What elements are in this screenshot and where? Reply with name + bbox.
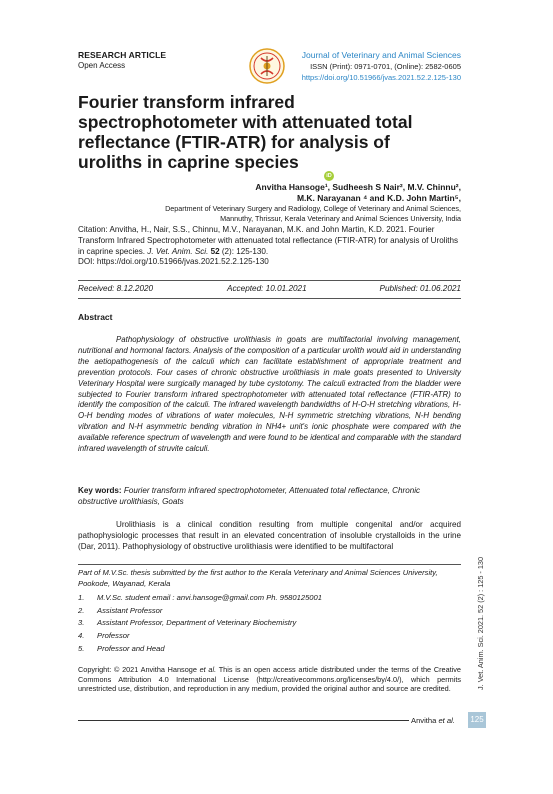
page-number: 125	[468, 712, 486, 728]
affiliation-line-1: Department of Veterinary Surgery and Radiology, College of Veterinary and Animal Sciences,	[165, 204, 461, 213]
keywords	[78, 485, 461, 507]
header-right	[302, 50, 461, 82]
journal-name[interactable]: Journal of Veterinary and Animal Sciences	[301, 50, 461, 60]
received-date: Received: 8.12.2020	[78, 284, 154, 293]
footnote-item: 3. Assistant Professor, Department of Veterinary Biochemistry	[78, 618, 297, 628]
footer-rule	[78, 720, 409, 721]
header-left	[78, 50, 166, 70]
abstract-heading: Abstract	[78, 312, 113, 322]
citation-doi[interactable]: DOI: https://doi.org/10.51966/jvas.2021.52.2.125-130	[78, 257, 269, 267]
footnote-intro: Part of M.V.Sc. thesis submitted by the first author to the Kerala Veterinary and Animal Sciences University, Pookode, Wayanad, Kerala	[78, 568, 438, 588]
keywords-label: Key words:	[78, 486, 122, 495]
author-line-2: M.K. Narayanan ⁴ and K.D. John Martin⁵,	[296, 193, 461, 203]
journal-logo-icon	[247, 46, 287, 86]
access-label: Open Access	[78, 61, 126, 70]
orcid-icon[interactable]: iD	[324, 171, 334, 181]
footnote-list	[78, 592, 461, 655]
footnote-item: 1. M.V.Sc. student email : anvi.hansoge@gmail.com Ph. 9580125001	[78, 593, 322, 602]
footnote-divider	[78, 564, 461, 565]
affiliation	[71, 204, 461, 223]
published-date: Published: 01.06.2021	[379, 284, 461, 293]
side-journal-citation: J. Vet. Anim. Sci. 2021. 52 (2) : 125 - 130	[476, 556, 485, 690]
footer-author: Anvitha et al.	[411, 716, 455, 725]
keywords-text: Fourier transform infrared spectrophotometer, Attenuated total reflectance, Chronic obstructive urolithiasis, Goats	[78, 486, 421, 506]
author-list	[71, 182, 461, 204]
citation-volume: 52	[210, 246, 220, 256]
doi-link[interactable]: https://doi.org/10.51966/jvas.2021.52.2.125-130	[301, 73, 461, 82]
author-line-1: Anvitha Hansoge¹, Sudheesh S Nair², M.V. Chinnu²,	[255, 182, 461, 192]
article-type: RESEARCH ARTICLE	[78, 50, 167, 60]
citation-journal: J. Vet. Anim. Sci.	[147, 246, 209, 256]
divider	[78, 298, 461, 299]
abstract-text: Pathophysiology of obstructive urolithiasis in goats are multifactorial involving management, nutritional and hormonal factors. Analysis of the composition of a particular urolith would aid in understanding the aetiopathogenesis of the calculi which can facilitate establishment of appropriate treatment and prevention protocols. Four cases of chronic obstructive urolithiasis in male goats presented to University Veterinary Hospital were surgically managed by tube cystotomy. The calculi extracted from the bladder were subjected to Fourier transform infrared spectrophotometer with attenuated total reflectance (FTIR-ATR) to identify the composition of the calculi. The infrared wavelength bandwidths of H-O-H stretching vibrations, H-O-H bending modes of vibrations of water molecules, N-H symmetric stretching vibrations, N-H bending vibration and N-H asymmetric bending vibration in NH4+ unit's ionic phosphate were compared with the available reference spectrum of wavelength and were found to be identical and comparable with the standard infrared wavelength of struvite calculi.	[78, 335, 461, 454]
affiliation-line-2: Mannuthy, Thrissur, Kerala Veterinary and Animal Sciences University, India	[220, 213, 461, 223]
divider	[78, 280, 461, 281]
citation-issue: (2): 125-130.	[219, 246, 269, 256]
citation-text: Citation: Anvitha, H., Nair, S.S., Chinnu, M.V., Narayanan, M.K. and John Martin, K.D. 2021. Fourier Transform Infrared Spectrophotometer with attenuated total reflectance (FTIR-ATR) for analysis of Uroliths in caprine species.	[78, 225, 459, 256]
footnote-item: 5. Professor and Head	[78, 643, 165, 653]
footnote-item: 2. Assistant Professor	[78, 605, 163, 615]
accepted-date: Accepted: 10.01.2021	[227, 284, 307, 293]
citation	[78, 225, 461, 268]
body-paragraph: Urolithiasis is a clinical condition resulting from multiple congenital and/or acquired pathophysiologic processes that result in an elevated concentration of insoluble crystalloids in the urine (Dar, 2011). Pathophysiology of obstructive urolithiasis were identified to be multifactoral	[78, 520, 461, 551]
footnote-item: 4. Professor	[78, 631, 130, 641]
copyright-notice: Copyright: © 2021 Anvitha Hansoge et al. This is an open access article distributed under the terms of the Creative Commons Attribution 4.0 International License (http://creativecommons.org/licenses/by/4.0/), which permits unrestricted use, distribution, and reproduction in any medium, provided the original author and source are credited.	[78, 665, 461, 694]
issn: ISSN (Print): 0971-0701, (Online): 2582-0605	[310, 62, 461, 71]
article-title: Fourier transform infrared spectrophotometer with attenuated total reflectance (FTIR-ATR) for analysis of uroliths in caprine species	[78, 92, 413, 172]
dates-row	[78, 284, 461, 296]
